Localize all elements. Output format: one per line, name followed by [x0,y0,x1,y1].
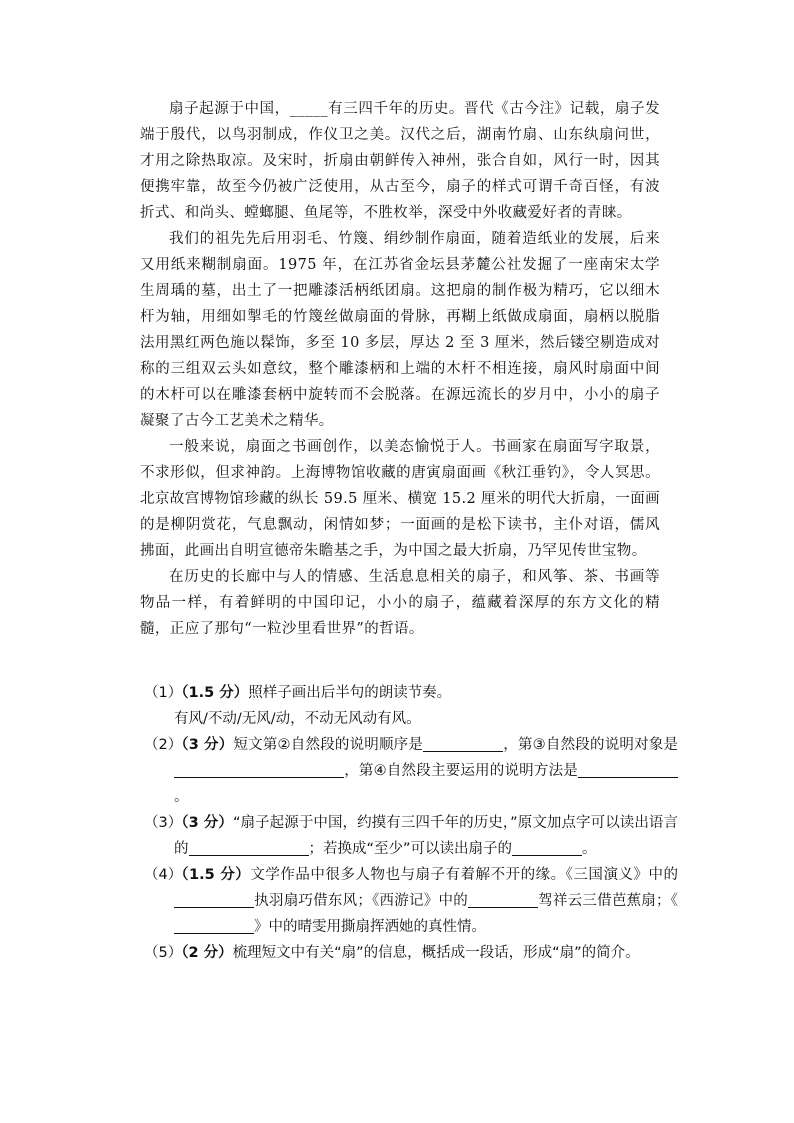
answer-blank[interactable] [174,760,344,778]
question-text: 驾祥云三 [537,893,598,909]
question-text: 照样子画出后半句的朗读节奏。 [248,685,452,701]
question-3 [144,810,678,862]
question-list [144,680,679,966]
question-text: ；若换成“至少”可以读出扇子 [308,841,498,857]
paragraph-3: 一般来说，扇面之书画创作，以美态愉悦于人。书画家在扇面写字取景，不求形似，但求神韵。上海博物馆收藏的唐寅扇面画《秋江垂钓》，令人冥思。北京故宫博物馆珍藏的纵长 59.5 厘米、横宽 15.2 厘米的明代大折扇，一面画的是柳阴赏花，气息飘动，闲情如梦；一面画的是松下读书，主仆对语，儒风拂面，此画出自明宣德帝朱瞻基之手，为中国之最大折扇，乃罕见传世宝物。 [140,439,660,559]
question-text: 是 [563,763,579,779]
question-1 [144,680,678,732]
question-text: 以读出语言的 [174,815,678,857]
question-text: 的 [497,841,513,857]
question-text: ，第④自然段主要运用的说明方法 [344,763,564,779]
paragraph-4: 在历史的长廊中与人的情感、生活息息相关的扇子，和风筝、茶、书画等物品一样，有着鲜明的中国印记，小小的扇子，蕴藏着深厚的东方文化的精髓，正应了那句“一粒沙里看世界”的哲语。 [140,569,660,637]
question-text: 简介。 [596,945,640,961]
example-text: 有风/不动/无风/动，不动无风动有风。 [174,711,421,727]
question-score: （3 分） [174,815,233,831]
answer-blank[interactable] [578,760,678,778]
question-text: “扇子起源于中国，约摸有三四千年的历史，”原文加点字可 [232,815,606,831]
paragraph-1: 扇子起源于中国，_____有三四千年的历史。晋代《古今注》记载，扇子发端于殷代，以鸟羽制成，作仪卫之美。汉代之后，湖南竹扇、山东纨扇问世，才用之除热取凉。及宋时，折扇由朝鲜传入神州，张合自如，风行一时，因其便携牢靠，故至今仍被广泛使用，从古至今，扇子的样式可谓千奇百怪，有波折式、和尚头、螳螂腿、鱼尾等，不胜枚举，深受中外收藏爱好者的青睐。 [140,101,660,221]
question-score: （3 分） [174,737,234,753]
reading-passage [140,96,660,642]
answer-blank[interactable] [512,838,582,856]
question-text: 。 [174,789,189,805]
answer-blank[interactable] [174,890,254,908]
answer-blank[interactable] [174,916,254,934]
question-text: 中的 [648,867,679,883]
question-text: 。 [582,841,597,857]
question-text: 象是 [648,737,679,753]
question-text: 执羽扇巧借东风；《西游记》中的 [254,893,468,909]
question-number: （4） [144,867,183,883]
question-text: 》中的晴雯用撕扇挥洒她的真性情。 [254,919,486,935]
question-number: （1） [144,685,183,701]
question-text: 短文第②自然段的说明顺序是 [233,737,424,753]
answer-blank[interactable] [468,890,538,908]
paragraph-2: 我们的祖先先后用羽毛、竹篾、绢纱制作扇面，随着造纸业的发展，后来又用纸来糊制扇面。1975 年，在江苏省金坛县茅麓公社发掘了一座南宋太学生周瑀的墓，出土了一把雕漆活柄纸团扇。这把扇的制作极为精巧，它以细木杆为轴，用细如掣毛的竹篾丝做扇面的骨脉，再糊上纸做成扇面，扇柄以脱脂法用黑红两色施以髹饰，多至 10 多层，厚达 2 至 3 厘米，然后镂空剔造成对称的三组双云头如意纹，整个雕漆柄和上端的木杆不相连接，扇风时扇面中间的木杆可以在雕漆套柄中旋转而不会脱落。在源远流长的岁月中，小小的扇子凝聚了古今工艺美术之精华。 [140,231,660,429]
question-score: （1.5 分） [174,867,251,883]
question-number: （2） [144,737,183,753]
question-4 [144,862,679,940]
answer-blank[interactable] [423,734,503,752]
question-text: 借芭蕉扇；《 [597,893,679,909]
question-score: （2 分） [174,945,233,961]
question-text: 文学作品中很多人物也与扇子有着解不开的缘。《三国演义》 [250,867,649,883]
question-5 [144,940,678,966]
question-score: （1.5 分） [174,685,249,701]
question-text: ，第③自然段的说明对 [503,737,649,753]
question-number: （3） [144,815,183,831]
question-number: （5） [144,945,183,961]
answer-blank[interactable] [189,838,309,856]
question-text: 梳理短文中有关“扇”的信息，概括成一段话，形成“扇”的 [232,945,597,961]
question-2 [144,732,679,810]
